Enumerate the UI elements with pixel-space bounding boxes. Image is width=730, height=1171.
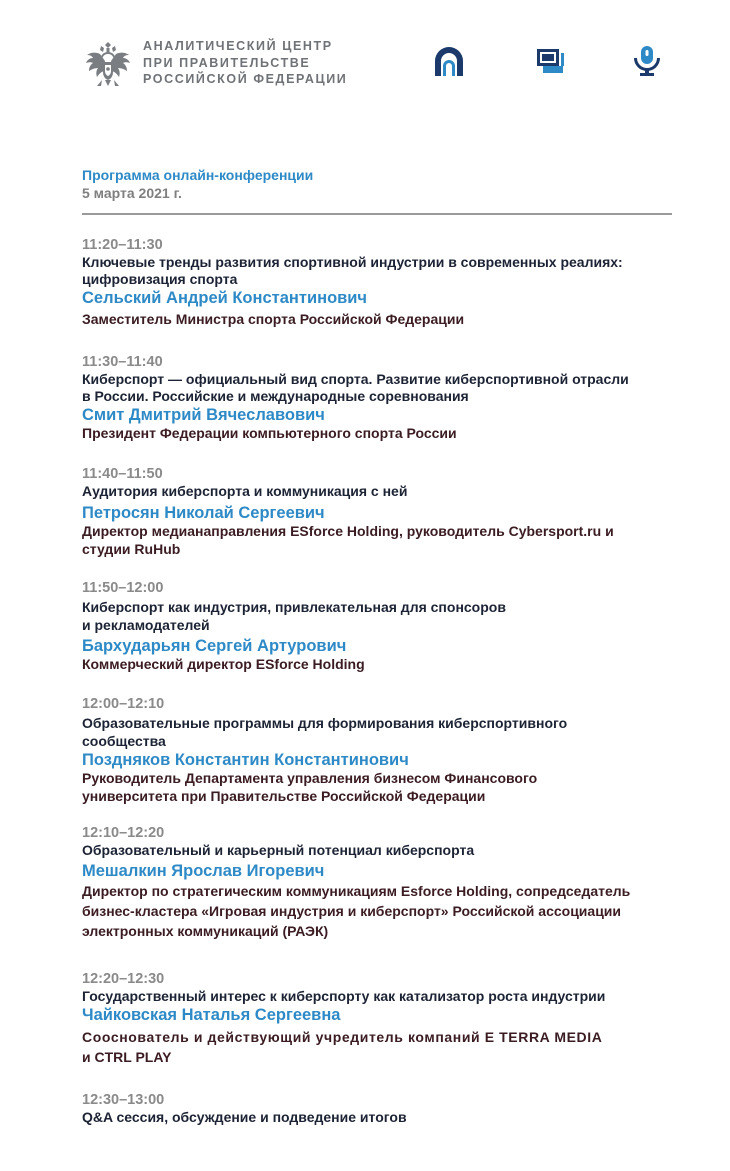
session-topic-line: Q&A сессия, обсуждение и подведение итогов [82,1109,407,1125]
speaker-name: Мешалкин Ярослав Игоревич [82,862,325,880]
session-topic-line: Киберспорт — официальный вид спорта. Развитие киберспортивной отрасли [82,371,629,387]
page-header [0,0,730,120]
speaker-role: Коммерческий директор ESforce Holding [82,656,365,672]
session-item [82,970,672,1067]
conference-title: Программа онлайн-конференции [82,167,314,183]
session-item [82,353,672,443]
session-topic-line: сообщества [82,733,166,749]
speaker-role-line: бизнес-кластера «Игровая индустрия и киберспорт» Российской ассоциации [82,903,622,919]
speaker-role-line: студии RuHub [82,540,181,557]
session-time: 11:30–11:40 [82,354,163,370]
session-time: 12:10–12:20 [82,825,165,841]
monitor-chat-icon [534,44,568,78]
speaker-role-line: электронных коммуникаций (РАЭК) [82,923,329,939]
session-topic-line: Ключевые тренды развития спортивной индустрии в современных реалиях: [82,254,623,270]
organization-name [143,38,347,88]
speaker-name: Сельский Андрей Константинович [82,289,368,307]
speaker-name: Смит Дмитрий Вячеславович [82,406,325,424]
session-item [82,465,672,558]
session-time: 11:50–12:00 [82,580,164,596]
session-time: 12:30–13:00 [82,1092,165,1108]
session-item [82,824,672,941]
session-topic-line: Образовательные программы для формирования киберспортивного [82,715,568,731]
session-time: 11:40–11:50 [82,466,163,482]
headphones-arch-icon [432,44,466,78]
speaker-name: Поздняков Константин Константинович [82,751,409,769]
session-topic-line: и рекламодателей [82,617,210,633]
session-item [82,1091,672,1126]
session-item [82,695,672,805]
speaker-role-line: и CTRL PLAY [82,1049,172,1065]
session-topic-line: Образовательный и карьерный потенциал киберспорта [82,842,475,858]
org-line-2: ПРИ ПРАВИТЕЛЬСТВЕ [143,55,311,70]
microphone-icon [630,44,664,78]
speaker-name: Петросян Николай Сергеевич [82,504,325,522]
header-divider [82,213,672,215]
session-topic-line: Государственный интерес к киберспорту как катализатор роста индустрии [82,988,606,1004]
session-topic-line: в России. Российские и международные соревнования [82,388,469,404]
double-headed-eagle-emblem-icon [80,36,136,92]
session-topic-line: цифровизация спорта [82,271,238,287]
conference-heading [82,166,672,202]
speaker-name: Чайковская Наталья Сергеевна [82,1006,341,1024]
session-item [82,236,672,329]
session-item [82,579,672,674]
session-topic-line: Аудитория киберспорта и коммуникация с ней [82,483,408,499]
session-time: 11:20–11:30 [82,237,163,253]
org-line-3: РОССИЙСКОЙ ФЕДЕРАЦИИ [143,72,348,86]
session-time: 12:00–12:10 [82,696,165,712]
speaker-role-line: университета при Правительстве Российской Федерации [82,787,486,804]
speaker-role-line: Сооснователь и действующий учредитель компаний E TERRA MEDIA [82,1029,603,1045]
speaker-role: Президент Федерации компьютерного спорта России [82,425,457,441]
org-line-1: АНАЛИТИЧЕСКИЙ ЦЕНТР [143,39,333,53]
speaker-role-line: Руководитель Департамента управления бизнесом Финансового [82,770,538,786]
conference-date: 5 марта 2021 г. [82,185,182,201]
session-topic-line: Киберспорт как индустрия, привлекательная для спонсоров [82,599,506,615]
speaker-role: Заместитель Министра спорта Российской Федерации [82,311,465,327]
speaker-role-line: Директор медианаправления ESforce Holding, руководитель Cybersport.ru и [82,523,614,539]
speaker-role-line: Директор по стратегическим коммуникациям Esforce Holding, сопредседатель [82,883,631,899]
speaker-name: Бархударьян Сергей Артурович [82,637,347,655]
session-time: 12:20–12:30 [82,971,165,987]
